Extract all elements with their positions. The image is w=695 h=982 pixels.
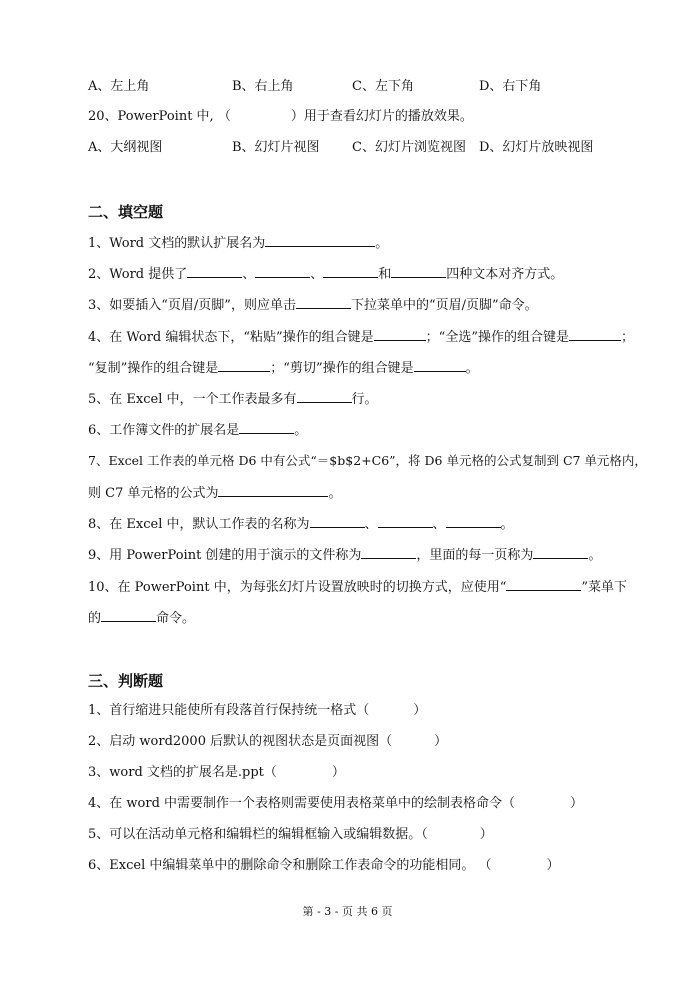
q19-option-d: D、右下角 [479, 79, 542, 94]
fill-q4-continued: “复制”操作的组合键是 ；“剪切”操作的组合键是 。 [88, 358, 479, 378]
page-footer: 第 - 3 - 页 共 6 页 [302, 905, 393, 918]
blank[interactable] [255, 264, 310, 278]
fill-q10-continued: 的 命令。 [88, 608, 195, 628]
blank[interactable] [297, 389, 352, 403]
judge-item: 5、可以在活动单元格和编辑栏的编辑框输入或编辑数据。（ ） [88, 827, 493, 842]
judge-item: 6、Excel 中编辑菜单中的删除命令和删除工作表命令的功能相同。 （ ） [88, 858, 560, 873]
blank[interactable] [391, 264, 446, 278]
blank[interactable] [310, 514, 365, 528]
q20-option-d: D、幻灯片放映视图 [479, 140, 594, 155]
blank[interactable] [239, 420, 294, 434]
blank[interactable] [187, 264, 242, 278]
q19-option-b: B、右上角 [232, 79, 294, 94]
q20-question: 20、PowerPoint 中, （ ）用于查看幻灯片的播放效果。 [88, 109, 473, 124]
blank[interactable] [296, 295, 351, 309]
blank[interactable] [361, 545, 416, 559]
blank[interactable] [506, 577, 581, 591]
blank[interactable] [378, 514, 433, 528]
fill-q2: 2、Word 提供了 、 、 和 四种文本对齐方式。 [88, 264, 563, 284]
q20-option-a: A、大纲视图 [88, 140, 163, 155]
fill-q8: 8、在 Excel 中，默认工作表的名称为 、 、 。 [88, 514, 514, 534]
judge-item: 2、启动 word2000 后默认的视图状态是页面视图（ ） [88, 734, 448, 749]
blank[interactable] [414, 358, 466, 372]
fill-q5: 5、在 Excel 中，一个工作表最多有 行。 [88, 389, 378, 409]
fill-q6: 6、工作簿文件的扩展名是 。 [88, 420, 307, 440]
fill-in-heading: 二、填空题 [88, 203, 164, 221]
blank[interactable] [374, 327, 426, 341]
fill-q7: 7、Excel 工作表的单元格 D6 中有公式“＝$b$2+C6”，将 D6 单元格的公式复制到 C7 单元格内， [88, 453, 647, 468]
q19-option-c: C、左下角 [352, 79, 414, 94]
true-false-heading: 三、判断题 [88, 672, 164, 690]
judge-item: 1、首行缩进只能使所有段落首行保持统一格式（ ） [88, 703, 427, 718]
fill-q4: 4、在 Word 编辑状态下，“粘贴”操作的组合键是 ；“全选”操作的组合键是 ； [88, 327, 634, 347]
blank[interactable] [569, 327, 621, 341]
q20-option-c: C、幻灯片浏览视图 [352, 140, 466, 155]
judge-item: 4、在 word 中需要制作一个表格则需要使用表格菜单中的绘制表格命令（ ） [88, 796, 584, 811]
blank[interactable] [218, 358, 270, 372]
blank[interactable] [218, 483, 328, 497]
judge-item: 3、word 文档的扩展名是.ppt（ ） [88, 765, 345, 780]
q19-option-a: A、左上角 [88, 79, 150, 94]
blank[interactable] [265, 233, 375, 247]
blank[interactable] [533, 545, 588, 559]
fill-q7-continued: 则 C7 单元格的公式为 。 [88, 483, 342, 503]
blank[interactable] [323, 264, 378, 278]
fill-q3: 3、如要插入“页眉/页脚”，则应单击 下拉菜单中的“页眉/页脚”命令。 [88, 295, 538, 315]
q20-option-b: B、幻灯片视图 [232, 140, 320, 155]
fill-q1: 1、Word 文档的默认扩展名为 。 [88, 233, 388, 253]
fill-q10: 10、在 PowerPoint 中，为每张幻灯片设置放映时的切换方式，应使用“ ”菜单下 [88, 577, 627, 597]
fill-q9: 9、用 PowerPoint 创建的用于演示的文件称为 ，里面的每一页称为 。 [88, 545, 601, 565]
blank[interactable] [101, 608, 156, 622]
blank[interactable] [446, 514, 501, 528]
